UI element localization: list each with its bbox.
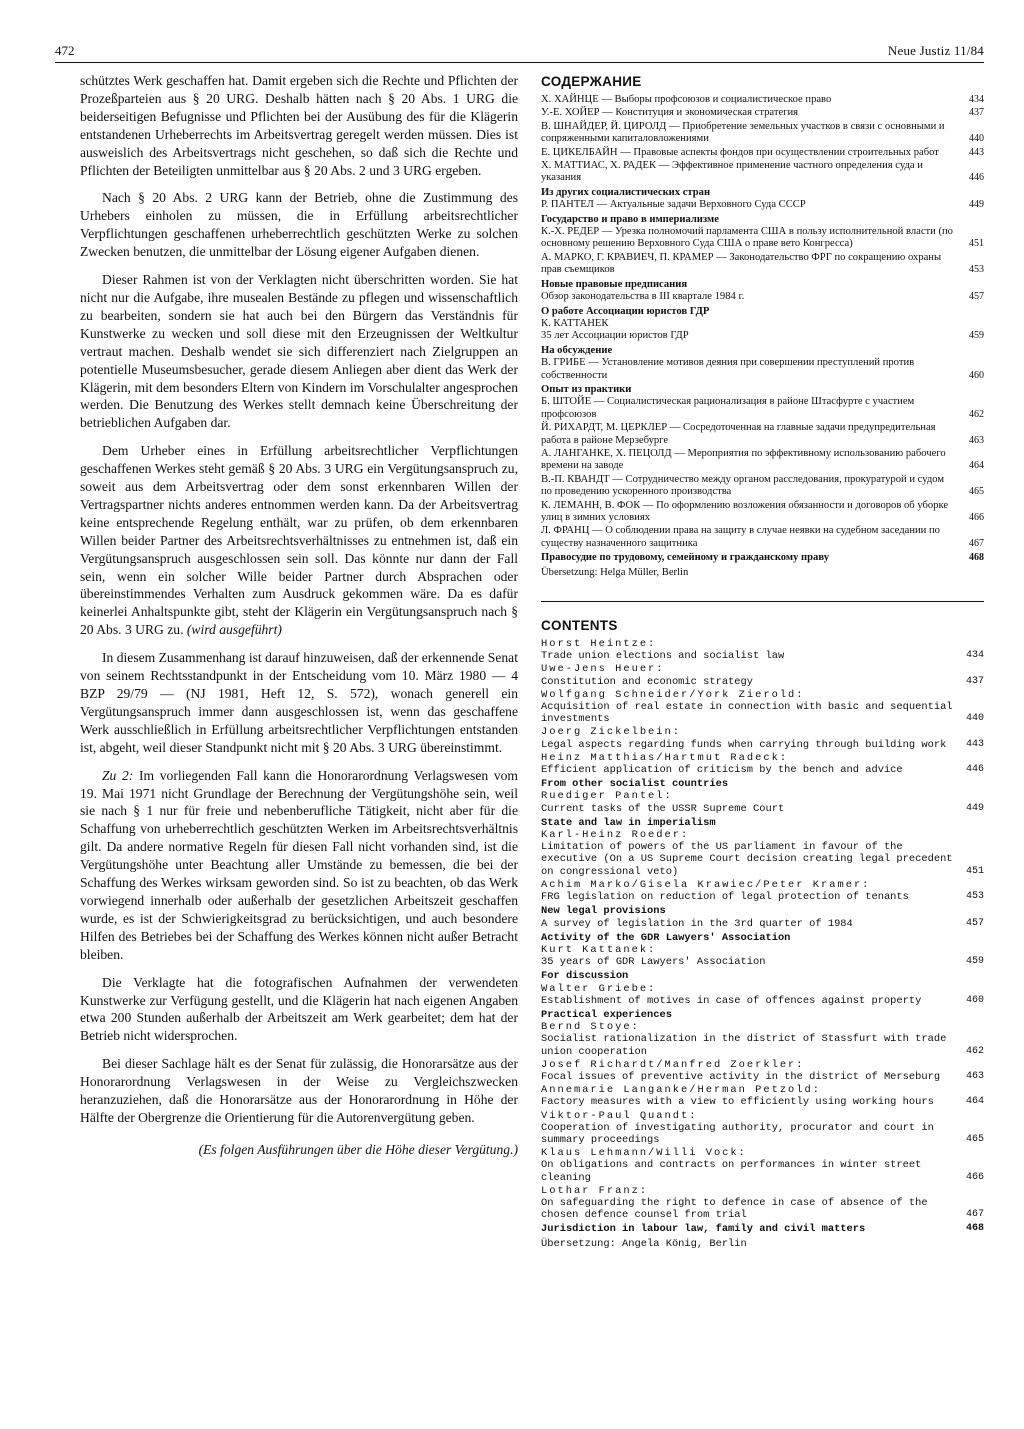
toc-page-number: 459	[969, 330, 984, 342]
body-paragraph: schütztes Werk geschaffen hat. Damit ergeben sich die Rechte und Pflichten der Prozeßparteien aus § 20 URG. Deshalb hätten nach § 20 Abs. 1 URG die beiderseitigen Befugnisse und Pflichten bei der Ausübung des für die Klägerin entstandenen Urheberrechts im Arbeitsvertrag geregelt werden müssen. Dies ist ausweislich des Arbeitsvertrags nicht geschehen, so daß sich die Rechte und Pflichten der Beteiligten unmittelbar aus § 20 Abs. 2 und 3 URG ergeben.	[80, 73, 518, 178]
toc-entry-text: Focal issues of preventive activity in the district of Merseburg	[541, 1070, 941, 1083]
toc-page-number: 446	[965, 764, 984, 776]
toc-en-title: CONTENTS	[541, 618, 618, 634]
body-paragraph	[80, 442, 518, 639]
toc-entry-author: Achim Marko/Gisela Krawiec/Peter Kramer:	[541, 878, 871, 891]
toc-entry	[541, 525, 984, 550]
contents-column	[541, 74, 984, 1250]
toc-page-number: 466	[965, 1171, 984, 1183]
toc-page-number: 434	[969, 94, 984, 105]
toc-entry-author: Bernd Stoye:	[541, 1021, 640, 1034]
toc-entry	[541, 752, 984, 776]
toc-entry-author: Karl-Heinz Roeder:	[541, 829, 690, 842]
toc-entry-text: Acquisition of real estate in connection with basic and sequential investments	[541, 701, 953, 726]
toc-entry-text: Current tasks of the USSR Supreme Court	[541, 802, 785, 815]
toc-entry	[541, 252, 984, 277]
section-lead: Zu 2:	[102, 767, 134, 783]
toc-entry-text: А. ЛАНГАНКЕ, Х. ПЕЦОЛД — Мероприятия по эффективному использованию рабочего времени на заводе	[541, 447, 946, 472]
toc-page-number: 465	[969, 486, 984, 498]
toc-entry	[541, 1223, 984, 1235]
toc-section-heading: Из других социалистических стран	[541, 186, 711, 198]
toc-entry	[541, 500, 984, 525]
toc-entry-text: Factory measures with a view to efficiently using working hours	[541, 1096, 934, 1109]
toc-entry-text: Efficient application of criticism by the bench and advice	[541, 764, 903, 777]
toc-page-number: 457	[965, 917, 984, 929]
body-column	[80, 72, 518, 1169]
toc-entry-text: К. КАТТАНЕК 35 лет Ассоциации юристов ГДР	[541, 317, 689, 342]
body-paragraph: Dieser Rahmen ist von der Verklagten nicht überschritten worden. Sie hat nicht nur die Aufgabe, ihre musealen Bestände zu pflegen und wissenschaftlich zu bearbeiten, sondern sie hat auch bei den Bürgern das Verständnis für Kunstwerke zu wecken und soll diese mit den Erzeugnissen der Weltkultur vertraut machen. Deshalb wendet sie sich differenziert nach Zielgruppen an potentielle Museumsbesucher, gerade diesem Anliegen aber dient das Werk der Klägerin, mit dem besonders Eltern von Kindern im Vorschulalter angesprochen werden. Die Benutzung des Werkes stellt demnach keine Überschreitung der betrieblichen Aufgaben dar.	[80, 272, 518, 431]
toc-entry	[541, 147, 984, 159]
toc-section-heading: Activity of the GDR Lawyers' Association	[541, 931, 791, 944]
toc-page-number: 468	[969, 552, 984, 564]
toc-page-number: 446	[969, 172, 984, 184]
page-number: 472	[55, 43, 75, 58]
toc-page-number: 464	[965, 1096, 984, 1108]
toc-entry-text: К.-Х. РЕДЕР — Урезка полномочий парламента США в пользу исполнительной власти (по основному решению Верховного Суда США о праве вето Конгресса)	[541, 226, 953, 250]
toc-entry-text: Е. ЦИКЕЛБАЙН — Правовые аспекты фондов при осуществлении строительных работ	[541, 146, 939, 158]
toc-entry-text: Socialist rationalization in the district of Stassfurt with trade union cooperation	[541, 1033, 947, 1058]
toc-ru-list	[541, 94, 984, 565]
toc-page-number: 465	[965, 1133, 984, 1145]
toc-entry	[541, 829, 984, 878]
toc-entry	[541, 474, 984, 499]
toc-entry	[541, 199, 984, 211]
header-rule	[55, 62, 984, 63]
toc-entry-text: Cooperation of investigating authority, procurator and court in summary proceedings	[541, 1121, 934, 1146]
toc-entry-author: Klaus Lehmann/Willi Vock:	[541, 1147, 747, 1160]
toc-entry	[541, 396, 984, 421]
toc-section-heading: For discussion	[541, 970, 629, 983]
closing-note: (Es folgen Ausführungen über die Höhe dieser Vergütung.)	[198, 1141, 518, 1157]
toc-page-number: 443	[965, 738, 984, 750]
toc-section-heading: Practical experiences	[541, 1008, 672, 1021]
toc-entry-text: Й. РИХАРДТ, М. ЦЕРКЛЕР — Сосредоточенная на главные задачи предупредительная работа в районе Мерзебурге	[541, 422, 936, 446]
toc-page-number: 466	[969, 512, 984, 523]
toc-page-number: 453	[965, 891, 984, 903]
toc-page-number: 468	[965, 1223, 984, 1235]
toc-entry-text: Legal aspects regarding funds when carrying through building work	[541, 738, 947, 751]
toc-page-number: 437	[965, 675, 984, 687]
toc-page-number: 457	[969, 291, 984, 303]
body-paragraph: Die Verklagte hat die fotografischen Aufnahmen der verwendeten Kunstwerke zur Verfügung gestellt, und die Klägerin hat nach eigenen Angaben etwa 200 Stunden außerhalb der Arbeitszeit am Werk gearbeitet; dem hat der Betrieb nicht widersprochen.	[80, 974, 518, 1044]
toc-entry	[541, 552, 984, 564]
toc-entry	[541, 1185, 984, 1222]
toc-entry-text: Х. ХАЙНЦЕ — Выборы профсоюзов и социалистическое право	[541, 94, 832, 105]
toc-entry-text: Л. ФРАНЦ — О соблюдении права на защиту в случае неявки на судебном заседании по существу назначенного защитника	[541, 525, 940, 549]
toc-section-heading: Государство и право в империализме	[541, 213, 719, 225]
toc-entry	[541, 1147, 984, 1184]
toc-page-number: 460	[969, 369, 984, 381]
toc-entry-author: Joerg Zickelbein:	[541, 726, 682, 739]
toc-entry	[541, 226, 984, 251]
toc-entry	[541, 1021, 984, 1058]
toc-page-number: 437	[969, 107, 984, 119]
body-paragraph-text: Im vorliegenden Fall kann die Honorarordnung Verlagswesen vom 19. Mai 1971 nicht Grundlage der Berechnung der Vergütungshöhe sein, weil sie nach § 1 nur für freie und nebenberufliche Tätigkeit, nicht aber für die Schaffung von urheberrechtlich geschützten Werken im Arbeitsrechtsverhältnis gilt. Da andere normative Regeln für diesen Fall nicht vorhanden sind, ist die Vergütungshöhe unter Beachtung aller Umstände zu bemessen, die bei der Schaffung des Werkes wirksam geworden sind. So ist zu beachten, ob das Werk vorwiegend innerhalb oder außerhalb der gesetzlichen Arbeitszeit geschaffen wurde, es ist der Schwierigkeitsgrad zu berücksichtigen, und auch besondere Hilfen des Betriebes bei der Schaffung des Werkes können nicht außer Betracht bleiben.	[80, 767, 518, 962]
toc-entry-author: Horst Heintze:	[541, 638, 657, 651]
toc-section-heading: New legal provisions	[541, 905, 666, 918]
toc-page-number: 449	[965, 802, 984, 814]
body-paragraph: Bei dieser Sachlage hält es der Senat für zulässig, die Honorarsätze aus der Honorarordnung Verlagswesen in der Weise zu Vergleichszwecken heranzuziehen, daß die Honorarsätze aus der Honorarordnung in Höhe der Hälfte der Obergrenze die Orientierung für die Autorenvergütung geben.	[80, 1056, 518, 1125]
toc-entry-text: А. МАРКО, Г. КРАВИЕЧ, П. КРАМЕР — Законодательство ФРГ по сокращению охраны прав съемщиков	[541, 251, 942, 276]
toc-entry	[541, 689, 984, 726]
toc-section-heading: О работе Ассоциации юристов ГДР	[541, 305, 710, 317]
toc-entry-text: On safeguarding the right to defence in case of absence of the chosen defence counsel from trial	[541, 1196, 928, 1222]
toc-entry-author: Kurt Kattanek:	[541, 943, 657, 956]
body-paragraph	[80, 767, 518, 964]
toc-entry	[541, 879, 984, 903]
toc-page-number: 453	[969, 264, 984, 276]
toc-en-credit: Übersetzung: Angela König, Berlin	[541, 1237, 747, 1250]
toc-entry	[541, 357, 984, 382]
body-paragraph: Nach § 20 Abs. 2 URG kann der Betrieb, ohne die Zustimmung des Urhebers einholen zu müssen, die in Erfüllung arbeitsrechtlicher Verpflichtungen geschaffenen urheberrechtlich geschützten Werke zu solchen Zwecken benutzen, die unmittelbar der Lösung eigener Aufgaben dienen.	[80, 190, 518, 260]
toc-entry	[541, 94, 984, 106]
body-paragraph: In diesem Zusammenhang ist darauf hinzuweisen, daß der erkennende Senat von seinem Rechtsstandpunkt in der Entscheidung vom 10. März 1980 — 4 BZP 29/79 — (NJ 1981, Heft 12, S. 572), wonach generell ein Vergütungsanspruch immer dann ausgeschlossen ist, wenn das geschaffene Werk ausschließlich in Erfüllung arbeitsrechtlicher Verpflichtungen entstanden ist, abgeht, weil dieser Standpunkt nicht mit § 20 Abs. 3 URG übereinstimmt.	[80, 650, 518, 755]
toc-entry-text: Р. ПАНТЕЛ — Актуальные задачи Верховного Суда СССР	[541, 199, 806, 211]
toc-entry-text: FRG legislation on reduction of legal protection of tenants	[541, 891, 909, 904]
toc-section-heading: Новые правовые предписания	[541, 278, 688, 290]
toc-page-number: 467	[965, 1209, 984, 1221]
journal-title: Neue Justiz 11/84	[887, 43, 984, 58]
toc-entry	[541, 918, 984, 930]
toc-section-heading: State and law in imperialism	[541, 816, 716, 829]
toc-entry-text: Limitation of powers of the US parliament in favour of the executive (On a US Supreme Court decision creating legal precedent on congressional veto)	[541, 841, 953, 878]
toc-entry-author: Walter Griebe:	[541, 982, 657, 995]
toc-entry-text: К. ЛЕМАНН, В. ФОК — По оформлению возложения обязанности и договоров об уборке улиц в зимних условиях	[541, 499, 949, 523]
toc-page-number: 459	[965, 956, 984, 968]
toc-section-heading: From other socialist countries	[541, 778, 729, 791]
toc-entry	[541, 1084, 984, 1108]
toc-entry	[541, 107, 984, 119]
toc-entry-text: Б. ШТОЙЕ — Социалистическая рационализация в районе Штасфурте с участием профсоюзов	[541, 396, 915, 420]
toc-entry-text: Х. МАТТИАС, Х. РАДЕК — Эффективное применение частного определения суда и указания	[541, 160, 923, 184]
toc-entry-author: Lothar Franz:	[541, 1184, 649, 1197]
toc-entry-author: Heinz Matthias/Hartmut Radeck:	[541, 751, 789, 764]
toc-page-number: 464	[969, 460, 984, 472]
toc-entry-text: On obligations and contracts on performances in winter street cleaning	[541, 1159, 922, 1184]
toc-entry-text: Jurisdiction in labour law, family and civil matters	[541, 1223, 866, 1236]
toc-ru-title: СОДЕРЖАНИЕ	[541, 74, 642, 89]
toc-entry	[541, 663, 984, 687]
toc-entry-text: У.-Е. ХОЙЕР — Конституция и экономическая стратегия	[541, 107, 799, 119]
toc-entry	[541, 291, 984, 303]
toc-entry	[541, 726, 984, 750]
toc-page-number: 462	[965, 1045, 984, 1057]
toc-entry	[541, 422, 984, 447]
toc-entry-author: Uwe-Jens Heuer:	[541, 663, 665, 676]
toc-entry	[541, 638, 984, 662]
toc-page-number: 440	[965, 713, 984, 725]
contents-divider	[541, 601, 984, 602]
toc-page-number: 460	[965, 994, 984, 1006]
toc-entry	[541, 160, 984, 185]
toc-page-number: 462	[969, 408, 984, 420]
toc-en-list	[541, 638, 984, 1236]
toc-entry	[541, 1059, 984, 1083]
toc-entry-text: В.-П. КВАНДТ — Сотрудничество между органом расследования, прокуратурой и судом по проведению ускоренного производства	[541, 473, 945, 498]
toc-entry-author: Josef Richardt/Manfred Zoerkler:	[541, 1058, 805, 1071]
toc-entry	[541, 318, 984, 343]
toc-section-heading: На обсуждение	[541, 344, 613, 356]
toc-entry-author: Viktor-Paul Quandt:	[541, 1109, 698, 1122]
toc-page-number: 463	[965, 1070, 984, 1082]
toc-entry-text: Обзор законодательства в III квартале 1984 г.	[541, 291, 745, 303]
toc-page-number: 434	[965, 650, 984, 662]
toc-entry	[541, 983, 984, 1007]
toc-entry-text: Trade union elections and socialist law	[541, 650, 785, 663]
toc-page-number: 463	[969, 434, 984, 446]
toc-ru-credit: Übersetzung: Helga Müller, Berlin	[541, 566, 689, 578]
toc-entry-text: В. ШНАЙДЕР, Й. ЦИРОЛД — Приобретение земельных участков в связи с основными и сопряженными капиталовложениями	[541, 120, 945, 145]
toc-entry-author: Wolfgang Schneider/York Zierold:	[541, 688, 805, 701]
toc-page-number: 451	[969, 238, 984, 250]
toc-entry-text: A survey of legislation in the 3rd quarter of 1984	[541, 917, 853, 930]
toc-page-number: 440	[969, 133, 984, 145]
body-paragraph-text: Dem Urheber eines in Erfüllung arbeitsrechtlicher Verpflichtungen geschaffenen Werkes steht gemäß § 20 Abs. 3 URG ein Vergütungsanspruch zu, soweit aus dem Arbeitsvertrag oder dem sonst erkennbaren Willen der Vertragspartner nichts anderes entnommen werden kann. Da der Arbeitsvertrag keine entsprechende Regelung enthält, war zu prüfen, ob dem erkennbaren Willen beider Partner des Arbeitsrechtsverhältnisses zu entnehmen ist, daß ein Vergütungsanspruch ausgeschlossen sein soll. Das könnte nur dann der Fall sein, wenn ein solcher Wille beider Partner durch Absprachen oder übereinstimmendes Verhalten zum Ausdruck gekommen wäre. Da es dafür keinerlei Anhaltspunkte gibt, steht der Klägerin ein Vergütungsanspruch nach § 20 Abs. 3 URG zu.	[80, 443, 518, 638]
toc-entry-author: Ruediger Pantel:	[541, 790, 673, 803]
toc-entry	[541, 121, 984, 146]
toc-entry-text: Establishment of motives in case of offences against property	[541, 994, 922, 1007]
toc-page-number: 451	[965, 865, 984, 877]
toc-entry-text: Правосудие по трудовому, семейному и гражданскому праву	[541, 552, 830, 564]
toc-entry	[541, 448, 984, 473]
toc-section-heading: Опыт из практики	[541, 383, 632, 395]
toc-page-number: 443	[969, 146, 984, 158]
toc-entry-text: 35 years of GDR Lawyers' Association	[541, 956, 766, 969]
toc-entry-author: Annemarie Langanke/Herman Petzold:	[541, 1084, 822, 1097]
omission-note: (wird ausgeführt)	[186, 622, 282, 638]
toc-entry-text: В. ГРИБЕ — Установление мотивов деяния при совершении преступлений против собственности	[541, 357, 915, 381]
toc-entry	[541, 1110, 984, 1147]
toc-entry	[541, 790, 984, 814]
toc-entry-text: Constitution and economic strategy	[541, 675, 754, 688]
toc-page-number: 467	[969, 537, 984, 549]
toc-entry	[541, 944, 984, 968]
toc-page-number: 449	[969, 199, 984, 211]
